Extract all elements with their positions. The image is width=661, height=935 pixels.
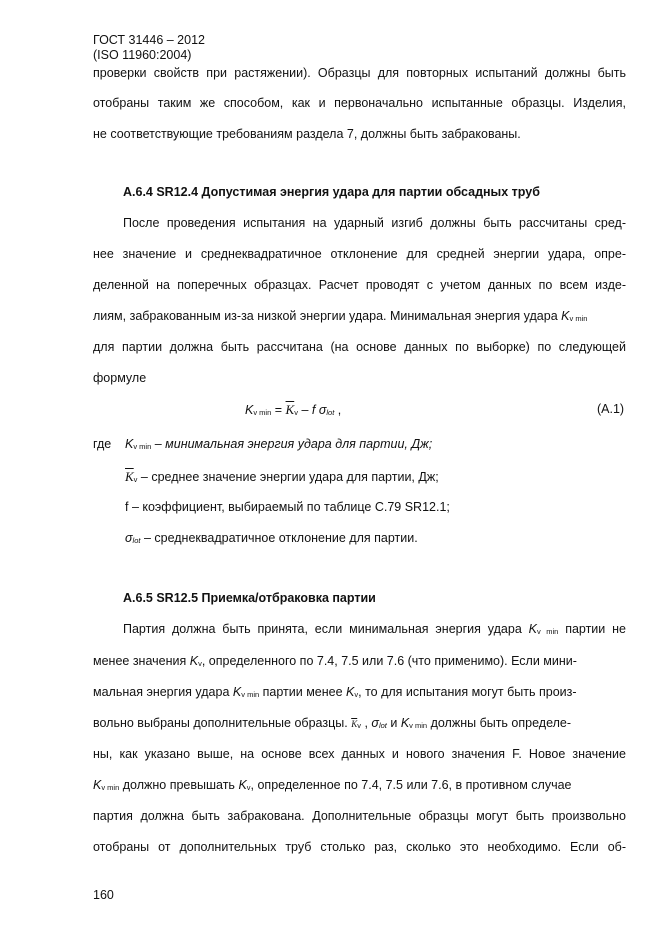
line-text: , то для испытания могут быть произ-	[358, 685, 577, 699]
subscript-v: v	[198, 659, 202, 668]
paragraph-line: нее значение и среднеквадратичное отклонение для средней энергии удара, опре-	[93, 247, 626, 261]
formula-comma: ,	[337, 403, 342, 417]
paragraph-line: для партии должна быть рассчитана (на основе данных по выборке) по следующей	[93, 340, 626, 354]
subscript-v: v	[357, 721, 361, 730]
subscript-lot: lot	[132, 536, 141, 545]
paragraph-line	[93, 309, 587, 323]
definition-kmean	[125, 469, 439, 485]
paragraph-line: ны, как указано выше, на основе всех данных и нового значения F. Новое значение	[93, 747, 626, 761]
subscript-vmin: v min	[241, 690, 260, 699]
symbol-k: K	[93, 778, 102, 792]
equals-sign: =	[274, 403, 283, 417]
line-text: , определенного по 7.4, 7.5 или 7.6 (что применимо). Если мини-	[201, 654, 577, 668]
line-text: мальная энергия удара	[93, 685, 230, 699]
paragraph-line	[93, 654, 577, 668]
subscript-vmin: v min	[133, 442, 152, 451]
definition-text: – среднее значение энергии удара для партии, Дж;	[140, 470, 439, 484]
paragraph-line: отобраны таким же способом, как и первоначально испытанные образцы. Изделия,	[93, 96, 626, 110]
line-text: должны быть определе-	[430, 716, 572, 730]
symbol-k: K	[528, 622, 537, 636]
subscript-v: v	[246, 783, 251, 792]
line-text: , определенное по 7.4, 7.5 или 7.6, в противном случае	[250, 778, 572, 792]
paragraph-line	[93, 685, 577, 699]
k-mean-symbol: $\overline{K}$	[125, 469, 134, 484]
symbol-k: K	[400, 716, 410, 730]
paragraph-line: отобраны от дополнительных труб столько раз, сколько это необходимо. Если об-	[93, 840, 626, 854]
definition-f: f – коэффициент, выбираемый по таблице С.79 SR12.1;	[125, 500, 450, 514]
paragraph-line: проверки свойств при растяжении). Образцы для повторных испытаний должны быть	[93, 66, 626, 80]
formula-a1	[245, 402, 341, 418]
k-mean-symbol: $\overline{K}$	[285, 402, 295, 417]
sigma-symbol: σ	[125, 531, 133, 545]
line-text: и	[390, 716, 398, 730]
subscript-v: v	[354, 690, 359, 699]
paragraph-line: формуле	[93, 371, 147, 385]
line-text: менее значения	[93, 654, 187, 668]
subscript-v: v	[133, 475, 138, 484]
line-text: вольно выбраны дополнительные образцы.	[93, 716, 348, 730]
symbol-k: K	[232, 685, 242, 699]
section-heading-a65: А.6.5 SR12.5 Приемка/отбраковка партии	[123, 591, 376, 605]
standard-number: ГОСТ 31446 – 2012	[93, 33, 205, 47]
symbol-k: K	[125, 437, 134, 451]
subscript-vmin: v min	[569, 314, 588, 323]
formula-number: (А.1)	[597, 402, 625, 416]
paragraph-line: не соответствующие требованиям раздела 7, должны быть забракованы.	[93, 127, 521, 141]
paragraph-line	[123, 622, 626, 636]
line-text: партии не	[565, 622, 626, 636]
symbol-k: K	[346, 685, 355, 699]
minus-f-sigma: – f σ	[301, 403, 327, 417]
subscript-vmin: v min	[101, 783, 120, 792]
line-text: лиям, забракованным из-за низкой энергии удара. Минимальная энергия удара	[93, 309, 558, 323]
paragraph-line	[93, 716, 571, 730]
paragraph-line	[93, 778, 572, 792]
subscript-vmin: v min	[253, 408, 272, 417]
line-text: ,	[364, 716, 368, 730]
paragraph-line: партия должна быть забракована. Дополнительные образцы могут быть произвольно	[93, 809, 626, 823]
sigma-symbol: σ	[371, 716, 379, 730]
page-number: 160	[93, 888, 114, 902]
where-label: где	[93, 437, 112, 451]
subscript-lot: lot	[326, 408, 335, 417]
k-mean-symbol: $\overline{K}$	[351, 719, 358, 729]
iso-reference: (ISO 11960:2004)	[93, 48, 192, 62]
definition-text: – минимальная энергия удара для партии, Дж;	[154, 437, 433, 451]
symbol-k: K	[189, 654, 199, 668]
line-text: Партия должна быть принята, если минимальная энергия удара	[123, 622, 522, 636]
symbol-k: K	[238, 778, 247, 792]
subscript-vmin: v min	[409, 721, 428, 730]
subscript-v: v	[294, 408, 298, 417]
subscript-vmin: v min	[537, 627, 559, 636]
section-heading-a64: А.6.4 SR12.4 Допустимая энергия удара для партии обсадных труб	[123, 185, 540, 199]
line-text: должно превышать	[122, 778, 235, 792]
subscript-lot: lot	[378, 721, 387, 730]
definition-sigma	[125, 531, 418, 545]
definition-kvmin	[125, 437, 432, 451]
symbol-k: K	[561, 309, 570, 323]
paragraph-line: деленной на поперечных образцах. Расчет проводят с учетом данных по всем изде-	[93, 278, 626, 292]
definition-text: – среднеквадратичное отклонение для партии.	[143, 531, 418, 545]
symbol-k: K	[245, 403, 254, 417]
paragraph-line: После проведения испытания на ударный изгиб должны быть рассчитаны сред-	[123, 216, 626, 230]
line-text: партии менее	[262, 685, 343, 699]
